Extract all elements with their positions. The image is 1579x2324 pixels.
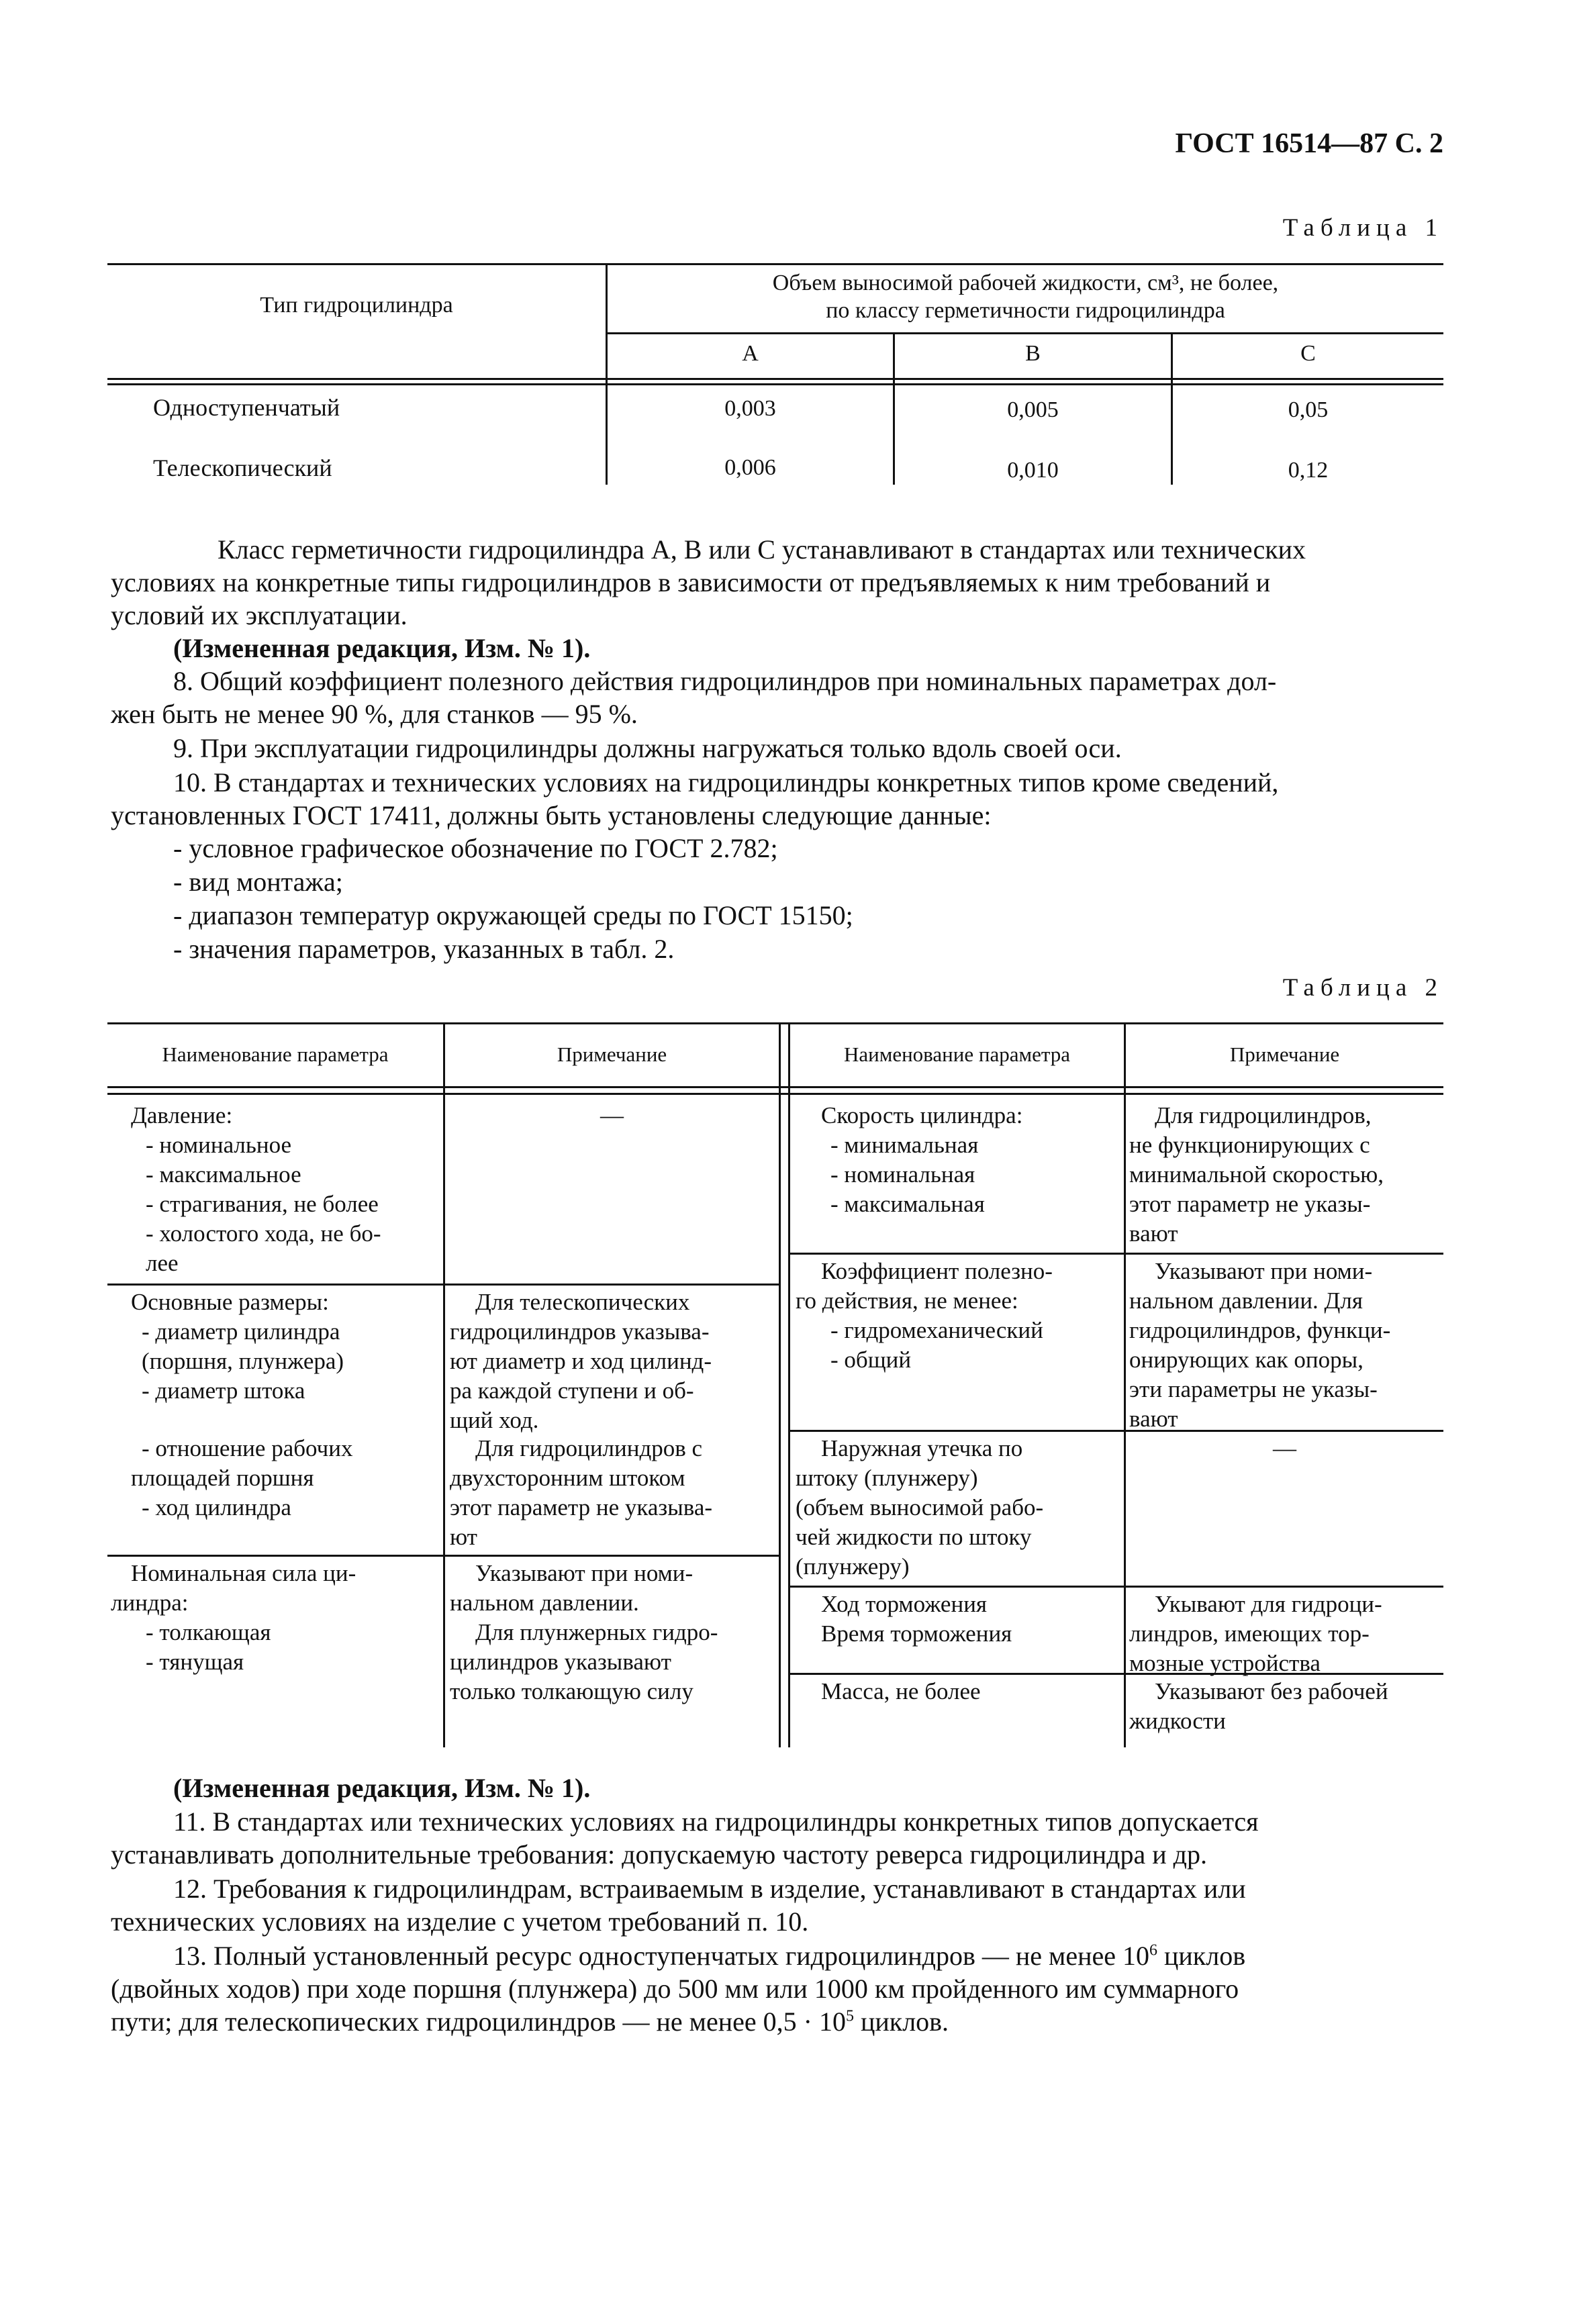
param-nominal-force <box>111 1559 440 1677</box>
table1-group-header-line2: по классу герметичности гидроцилиндра <box>826 298 1225 323</box>
note-text: Указывают при номи- <box>475 1560 693 1586</box>
page-header: ГОСТ 16514—87 С. 2 <box>1175 128 1443 159</box>
amendment-note: (Измененная редакция, Изм. № 1). <box>173 633 591 663</box>
param-text: - страгивания, не более <box>146 1191 379 1217</box>
param-text: Давление: <box>131 1102 233 1128</box>
text-run: 13. Полный установленный ресурс одноступенчатых гидроцилиндров — не менее 10 <box>173 1941 1149 1971</box>
note-text: нальном давлении. <box>450 1590 639 1616</box>
paragraph-13-line3 <box>111 2006 949 2038</box>
table1-cell: 0,005 <box>1007 397 1059 422</box>
table1-row-type: Телескопический <box>153 454 332 481</box>
param-text: - отношение рабочих <box>142 1435 353 1461</box>
note-text: Указывают без рабочей <box>1155 1678 1388 1704</box>
note-cylinder-speed <box>1129 1101 1441 1249</box>
paragraph-10-line2: установленных ГОСТ 17411, должны быть установлены следующие данные: <box>111 800 992 830</box>
table2-header-param: Наименование параметра <box>843 1043 1071 1066</box>
table1-row-type: Одноступенчатый <box>153 394 340 421</box>
table1-header-type: Тип гидроцилиндра <box>260 293 453 318</box>
paragraph-8-line1: 8. Общий коэффициент полезного действия гидроцилиндров при номинальных параметрах дол- <box>173 666 1277 696</box>
table1-group-header-line1: Объем выносимой рабочей жидкости, см³, не более, <box>772 271 1279 295</box>
param-text: - тянущая <box>146 1649 244 1675</box>
note-braking <box>1129 1590 1441 1678</box>
param-text: - максимальное <box>146 1161 301 1188</box>
superscript: 5 <box>845 2007 854 2025</box>
paragraph-11-line2: устанавливать дополнительные требования: допускаемую частоту реверса гидроцилиндра и др. <box>111 1839 1207 1870</box>
note-text: ра каждой ступени и об- <box>450 1377 694 1404</box>
note-text: онирующих как опоры, <box>1129 1347 1363 1373</box>
param-text: - номинальное <box>146 1132 292 1158</box>
param-text: (объем выносимой рабо- <box>796 1494 1044 1520</box>
param-text: Наружная утечка по <box>821 1435 1023 1461</box>
note-text: этот параметр не указы- <box>1129 1191 1371 1217</box>
bullet-item: - диапазон температур окружающей среды по ГОСТ 15150; <box>173 900 853 930</box>
param-text: чей жидкости по штоку <box>796 1524 1032 1550</box>
note-text: цилиндров указывают <box>450 1649 671 1675</box>
note-efficiency <box>1129 1257 1441 1434</box>
note-main-dimensions <box>450 1288 775 1435</box>
note-text: гидроцилиндров указыва- <box>450 1318 710 1345</box>
text-run: циклов. <box>853 2006 949 2037</box>
table2-header-note: Примечание <box>557 1043 667 1066</box>
param-text: - номинальная <box>830 1161 975 1188</box>
param-cylinder-speed <box>796 1101 1121 1219</box>
paragraph-12-line2: технических условиях на изделие с учетом требований п. 10. <box>111 1906 809 1937</box>
note-area-ratio <box>450 1434 775 1552</box>
note-text: эти параметры не указы- <box>1129 1376 1378 1402</box>
note-text: этот параметр не указыва- <box>450 1494 713 1520</box>
param-text: - ход цилиндра <box>142 1494 291 1520</box>
bullet-item: - значения параметров, указанных в табл. 2. <box>173 934 675 964</box>
table1-class-a: А <box>742 341 759 366</box>
param-text: Скорость цилиндра: <box>821 1102 1023 1128</box>
param-text: Номинальная сила ци- <box>131 1560 356 1586</box>
note-mass <box>1129 1677 1441 1736</box>
paragraph-12-line1: 12. Требования к гидроцилиндрам, встраиваемым в изделие, устанавливают в стандартах или <box>173 1874 1246 1904</box>
param-area-ratio <box>131 1434 440 1522</box>
param-text: - максимальная <box>830 1191 985 1217</box>
note-text: Для телескопических <box>475 1289 690 1315</box>
note-nominal-force <box>450 1559 775 1706</box>
param-text: Время торможения <box>821 1620 1012 1647</box>
amendment-note: (Измененная редакция, Изм. № 1). <box>173 1773 591 1803</box>
param-text: - общий <box>830 1347 912 1373</box>
superscript: 6 <box>1149 1941 1157 1959</box>
note-text: нальном давлении. Для <box>1129 1288 1363 1314</box>
paragraph-10-line1: 10. В стандартах и технических условиях на гидроцилиндры конкретных типов кроме сведений, <box>173 767 1279 797</box>
bullet-item: - вид монтажа; <box>173 867 343 897</box>
note-text: двухсторонним штоком <box>450 1465 685 1491</box>
note-text: Указывают при номи- <box>1155 1258 1373 1284</box>
table2-header-param: Наименование параметра <box>162 1043 389 1066</box>
param-braking <box>796 1590 1121 1649</box>
table2-header-note: Примечание <box>1229 1043 1340 1066</box>
note-text: Для плунжерных гидро- <box>475 1619 718 1645</box>
param-text: Коэффициент полезно- <box>821 1258 1053 1284</box>
note-text: вают <box>1129 1220 1178 1247</box>
note-text: ют диаметр и ход цилинд- <box>450 1348 712 1374</box>
note-text: Для гидроцилиндров с <box>475 1435 703 1461</box>
table1-class-b: В <box>1025 341 1041 366</box>
table1-cell: 0,12 <box>1288 458 1329 483</box>
table1-cell: 0,05 <box>1288 397 1329 422</box>
note-text: Для гидроцилиндров, <box>1155 1102 1372 1128</box>
param-text: - диаметр цилиндра <box>142 1318 340 1345</box>
param-text: - диаметр штока <box>142 1377 305 1404</box>
param-efficiency <box>796 1257 1121 1375</box>
paragraph-class-line3: условий их эксплуатации. <box>111 600 408 630</box>
paragraph-9: 9. При эксплуатации гидроцилиндры должны нагружаться только вдоль своей оси. <box>173 733 1122 763</box>
note-text: жидкости <box>1129 1708 1226 1734</box>
param-text: площадей поршня <box>131 1465 314 1491</box>
text-run: циклов <box>1157 1941 1246 1971</box>
bullet-item: - условное графическое обозначение по ГОСТ 2.782; <box>173 833 778 863</box>
paragraph-11-line1: 11. В стандартах или технических условиях на гидроцилиндры конкретных типов допускается <box>173 1806 1259 1837</box>
paragraph-8-line2: жен быть не менее 90 %, для станков — 95 %. <box>111 699 638 729</box>
paragraph-class-line1: Класс герметичности гидроцилиндра А, В или С устанавливают в стандартах или технических <box>218 534 1306 565</box>
note-text: не функционирующих с <box>1129 1132 1370 1158</box>
note-text: минимальной скоростью, <box>1129 1161 1384 1188</box>
param-text: штоку (плунжеру) <box>796 1465 978 1491</box>
paragraph-13-line2: (двойных ходов) при ходе поршня (плунжера) до 500 мм или 1000 км пройденного им суммарного <box>111 1974 1239 2004</box>
param-text: го действия, не менее: <box>796 1288 1018 1314</box>
paragraph-class-line2: условиях на конкретные типы гидроцилиндров в зависимости от предъявляемых к ним требований и <box>111 567 1271 597</box>
param-text: Масса, не более <box>821 1678 981 1704</box>
param-text: - гидромеханический <box>830 1317 1043 1343</box>
table1-cell: 0,010 <box>1007 458 1059 483</box>
note-external-leakage: — <box>1273 1435 1296 1461</box>
note-text: линдров, имеющих тор- <box>1129 1620 1370 1647</box>
note-text: ют <box>450 1524 477 1550</box>
note-text: щий ход. <box>450 1407 539 1433</box>
text-run: пути; для телескопических гидроцилиндров — не менее 0,5 · 10 <box>111 2006 846 2037</box>
param-text: - толкающая <box>146 1619 271 1645</box>
note-text: вают <box>1129 1406 1178 1432</box>
param-main-dimensions <box>131 1288 440 1406</box>
table1-cell: 0,006 <box>724 455 776 480</box>
param-external-leakage <box>796 1434 1121 1582</box>
table1-cell: 0,003 <box>724 396 776 421</box>
param-text: - холостого хода, не бо- <box>146 1220 381 1247</box>
note-pressure: — <box>600 1102 624 1128</box>
param-mass <box>796 1677 1121 1706</box>
table1-class-c: С <box>1300 341 1316 366</box>
param-text: (поршня, плунжера) <box>142 1348 344 1374</box>
table1-caption: Таблица 1 <box>1282 214 1443 242</box>
paragraph-13-line1 <box>173 1940 1245 1972</box>
param-text: линдра: <box>111 1590 189 1616</box>
param-text: Основные размеры: <box>131 1289 329 1315</box>
param-text: - минимальная <box>830 1132 979 1158</box>
param-text: лее <box>146 1250 179 1276</box>
note-text: гидроцилиндров, функци- <box>1129 1317 1391 1343</box>
note-text: только толкающую силу <box>450 1678 693 1704</box>
param-text: Ход торможения <box>821 1591 988 1617</box>
param-pressure <box>131 1101 440 1278</box>
table2-caption: Таблица 2 <box>1282 974 1443 1002</box>
param-text: (плунжеру) <box>796 1553 910 1580</box>
note-text: Укывают для гидроци- <box>1155 1591 1382 1617</box>
note-text: мозные устройства <box>1129 1650 1321 1676</box>
